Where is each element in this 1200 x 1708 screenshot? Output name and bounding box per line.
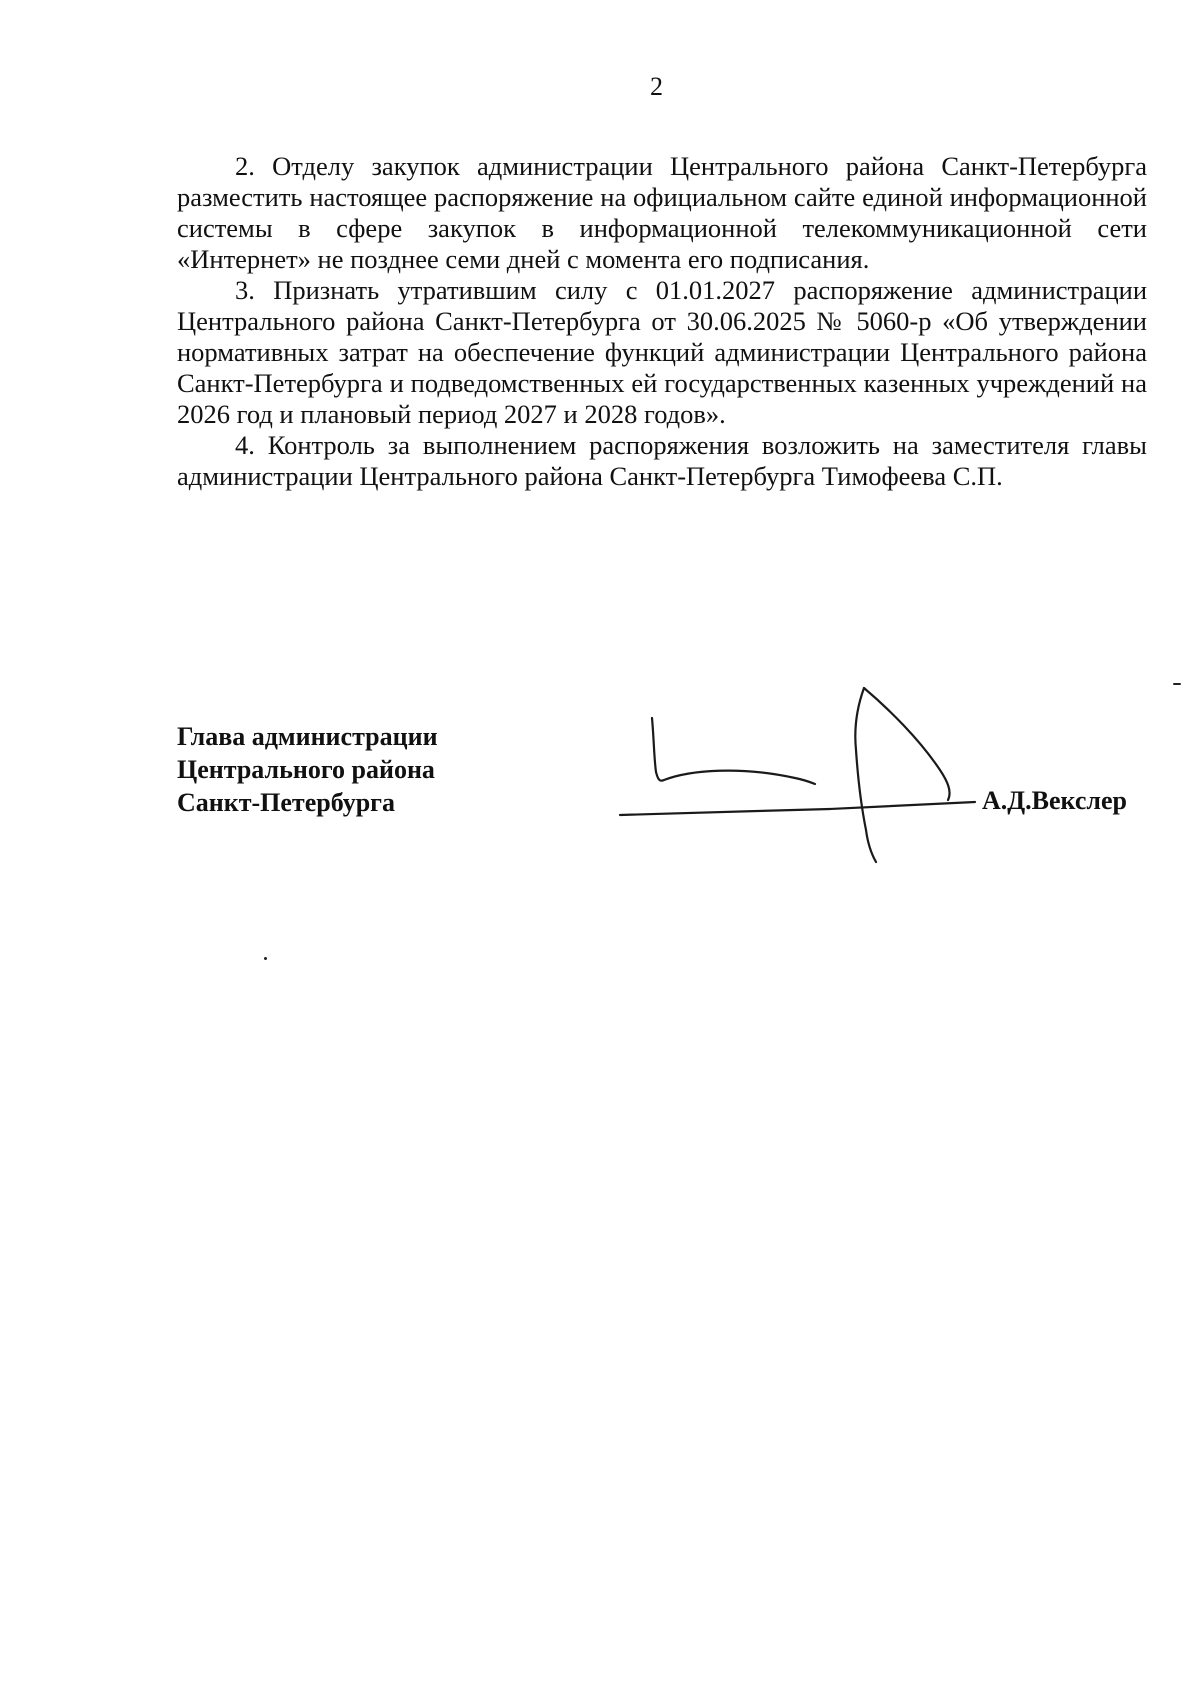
- position-line: Глава администрации: [177, 722, 438, 751]
- document-body: [177, 151, 1147, 492]
- position-line: Санкт-Петербурга: [177, 788, 395, 817]
- scan-speck: [1173, 683, 1181, 685]
- scan-speck: [264, 957, 267, 960]
- handwritten-signature: [600, 670, 1000, 870]
- position-line: Центрального района: [177, 755, 435, 784]
- paragraph-2: 2. Отделу закупок администрации Центрального района Санкт-Петербурга разместить настоящее распоряжение на официальном сайте единой информационной системы в сфере закупок в информационной телекоммуникационной сети «Интернет» не позднее семи дней с момента его подписания.: [177, 151, 1147, 274]
- paragraph-4: 4. Контроль за выполнением распоряжения возложить на заместителя главы администрации Центрального района Санкт-Петербурга Тимофеева С.П.: [177, 430, 1147, 491]
- paragraph-3: 3. Признать утратившим силу с 01.01.2027 распоряжение администрации Центрального района Санкт-Петербурга от 30.06.2025 № 5060-р «Об утверждении нормативных затрат на обеспечение функций администрации Центрального района Санкт-Петербурга и подведомственных ей государственных казенных учреждений на 2026 год и плановый период 2027 и 2028 годов».: [177, 275, 1147, 429]
- signatory-position: [177, 720, 438, 819]
- page-number: 2: [650, 72, 663, 101]
- signer-name: А.Д.Векслер: [982, 786, 1128, 815]
